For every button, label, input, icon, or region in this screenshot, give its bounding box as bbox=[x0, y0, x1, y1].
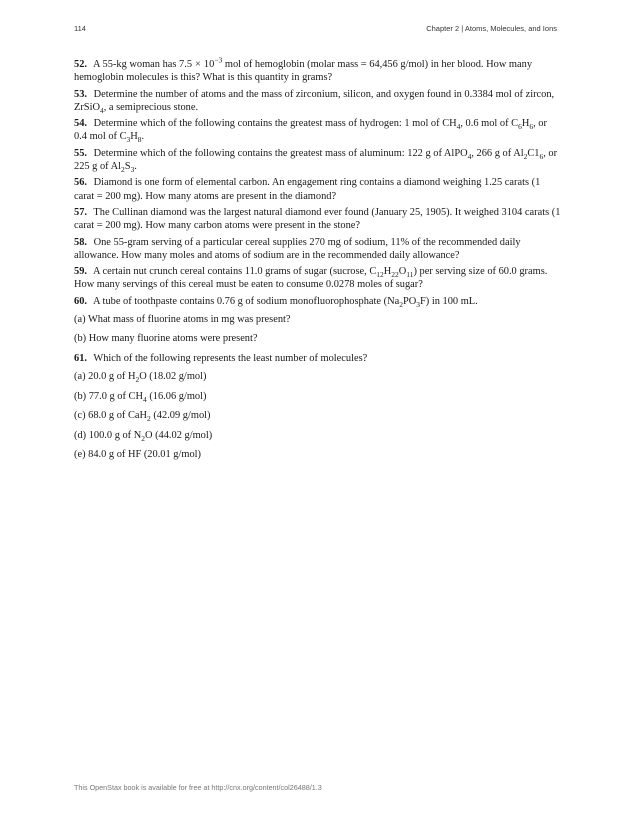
exercise-57 bbox=[74, 206, 562, 232]
exercise-number: 58. bbox=[74, 236, 87, 248]
option-text: (d) 100.0 g of N bbox=[74, 429, 142, 441]
exercise-number: 61. bbox=[74, 352, 87, 364]
exercise-61-option-e bbox=[74, 448, 562, 461]
exercise-text: ) per serving size of 60.0 grams. How many servings of this cereal must be eaten to consume 0.0278 moles of sugar? bbox=[74, 266, 548, 291]
exercise-text: , 266 g of Al bbox=[471, 147, 524, 159]
subscript: 4 bbox=[456, 122, 461, 132]
page-header bbox=[74, 24, 557, 38]
exercise-text: Determine which of the following contains the greatest mass of hydrogen: 1 mol of CH bbox=[93, 118, 457, 130]
times-symbol: × bbox=[195, 59, 201, 70]
subscript: 2 bbox=[141, 433, 145, 443]
exercise-text: Diamond is one form of elemental carbon. An engagement ring contains a diamond weighing 1.25 carats (1 carat = 200 mg). How many atoms are present in the diamond? bbox=[74, 177, 541, 202]
exercise-text: A tube of toothpaste contains 0.76 g of sodium monofluorophosphate (Na bbox=[93, 295, 400, 307]
exercise-number: 56. bbox=[74, 177, 87, 189]
exercise-61-option-b bbox=[74, 390, 562, 403]
exercise-61-option-c bbox=[74, 409, 562, 422]
subscript: 2 bbox=[121, 165, 125, 175]
subscript: 3 bbox=[130, 165, 135, 175]
exercise-number: 55. bbox=[74, 147, 87, 159]
option-text: (a) 20.0 g of H bbox=[74, 370, 136, 382]
exercise-text: A certain nut crunch cereal contains 11.0 grams of sugar (sucrose, C bbox=[93, 266, 377, 278]
exercise-text: . bbox=[134, 160, 137, 172]
exercise-text: One 55-gram serving of a particular cereal supplies 270 mg of sodium, 11% of the recommended daily allowance. How many moles and atoms of sodium are in the recommended daily allowance? bbox=[74, 236, 521, 261]
subscript: 2 bbox=[147, 414, 151, 424]
option-text: (e) 84.0 g of HF (20.01 g/mol) bbox=[74, 449, 201, 461]
exercise-number: 59. bbox=[74, 266, 87, 278]
option-text: (42.09 g/mol) bbox=[150, 410, 211, 422]
exercise-60 bbox=[74, 295, 562, 308]
exercise-number: 54. bbox=[74, 118, 87, 130]
exponent: −3 bbox=[214, 55, 223, 65]
exercise-text: mol of hemoglobin (molar mass = 64,456 g/mol) in her blood. How many hemoglobin molecules is this? What is this quantity in grams? bbox=[74, 59, 533, 84]
exercise-text: O bbox=[398, 266, 407, 278]
subscript: 6 bbox=[518, 122, 522, 132]
subscript: 4 bbox=[142, 394, 147, 404]
option-text: (16.06 g/mol) bbox=[146, 390, 207, 402]
subscript: 3 bbox=[416, 299, 420, 309]
exercise-59 bbox=[74, 265, 562, 291]
exercise-61-option-d bbox=[74, 429, 562, 442]
subscript: 2 bbox=[135, 375, 140, 385]
subscript: 22 bbox=[391, 270, 399, 280]
subscript: 6 bbox=[539, 151, 544, 161]
exercise-number: 60. bbox=[74, 295, 87, 307]
exercise-number: 53. bbox=[74, 88, 87, 100]
exercise-61 bbox=[74, 352, 562, 365]
exercise-53 bbox=[74, 88, 562, 114]
subscript: 6 bbox=[529, 122, 534, 132]
exercise-56 bbox=[74, 176, 562, 202]
exercise-text: F) in 100 mL. bbox=[420, 295, 478, 307]
exercise-60-part-a: (a) What mass of fluorine atoms in mg was present? bbox=[74, 313, 291, 325]
chapter-title: Chapter 2 | Atoms, Molecules, and Ions bbox=[426, 24, 557, 33]
subscript: 4 bbox=[99, 105, 104, 115]
exercise-58 bbox=[74, 236, 562, 262]
exercise-text: , or 0.4 mol of C bbox=[74, 118, 547, 143]
option-text: O (18.02 g/mol) bbox=[139, 370, 207, 382]
exercise-number: 52. bbox=[74, 59, 87, 70]
exercise-text: , or 225 g of Al bbox=[74, 147, 558, 172]
option-text: (c) 68.0 g of CaH bbox=[74, 410, 148, 422]
subscript: 8 bbox=[137, 135, 142, 145]
option-text: (b) 77.0 g of CH bbox=[74, 390, 143, 402]
exercise-text: The Cullinan diamond was the largest natural diamond ever found (January 25, 1905). It weighed 3104 carats (1 carat = 200 mg). How many carbon atoms were present in the stone? bbox=[74, 206, 561, 232]
exercise-text: H bbox=[521, 118, 530, 130]
exercise-54 bbox=[74, 117, 562, 143]
subscript: 11 bbox=[406, 270, 414, 280]
option-text: O (44.02 g/mol) bbox=[144, 429, 213, 441]
exercise-text: 10 bbox=[203, 59, 215, 70]
exercise-55 bbox=[74, 147, 562, 173]
exercise-list bbox=[74, 55, 562, 468]
page-number: 114 bbox=[74, 24, 86, 33]
exercise-61-option-a bbox=[74, 370, 562, 383]
exercise-text: Determine which of the following contains the greatest mass of aluminum: 122 g of AlPO bbox=[93, 147, 468, 159]
subscript: 12 bbox=[376, 270, 384, 280]
exercise-text: A 55-kg woman has 7.5 bbox=[93, 59, 193, 70]
subscript: 2 bbox=[399, 299, 403, 309]
page-footer: This OpenStax book is available for free at http://cnx.org/content/col26488/1.3 bbox=[74, 783, 322, 792]
exercise-52 bbox=[74, 55, 562, 84]
exercise-text: Which of the following represents the least number of molecules? bbox=[93, 352, 368, 364]
subscript: 4 bbox=[467, 151, 472, 161]
exercise-text: S bbox=[124, 160, 131, 172]
subscript: 3 bbox=[126, 135, 131, 145]
exercise-text: , a semiprecious stone. bbox=[103, 101, 199, 113]
exercise-number: 57. bbox=[74, 206, 87, 218]
exercise-text: , 0.6 mol of C bbox=[460, 118, 519, 130]
subscript: 2 bbox=[523, 151, 528, 161]
exercise-text: Determine the number of atoms and the mass of zirconium, silicon, and oxygen found in 0.3384 mol of zircon, ZrSiO bbox=[74, 88, 555, 113]
exercise-text: . bbox=[141, 131, 145, 143]
exercise-text: PO bbox=[402, 295, 417, 307]
exercise-text: H bbox=[383, 266, 392, 278]
exercise-text: C1 bbox=[527, 147, 540, 159]
exercise-60-part-b: (b) How many fluorine atoms were present? bbox=[74, 333, 258, 345]
exercise-text: H bbox=[130, 131, 138, 143]
